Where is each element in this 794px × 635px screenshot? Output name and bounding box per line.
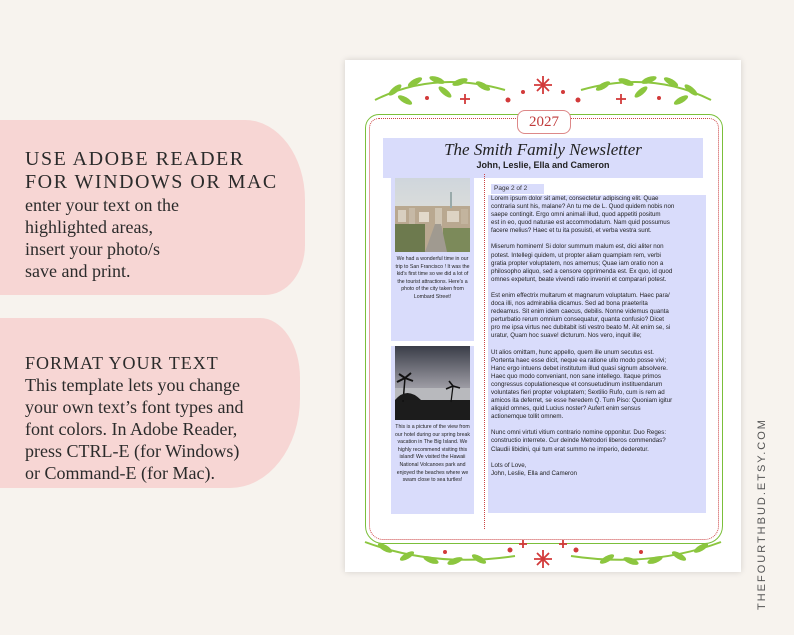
instructions-line: or Command-E (for Mac). [25,463,215,483]
photo-box-2[interactable] [391,346,474,514]
instructions-line: This template lets you change [25,375,240,395]
instructions-line: press CTRL-E (for Windows) [25,441,240,461]
body-text-line: Portenta haec esse dicit, neque ea ratione ullo modo posse vivi; [491,356,667,364]
body-paragraph [488,462,677,478]
body-paragraph [488,429,677,453]
body-text-line: gratia propter voluptatem, nos amemus; Quae iam oratio non a [491,259,664,267]
body-text-line: perturbatio rerum omnium consequatur, quanta confusio? Dicet [491,316,665,324]
body-text-line: Miserum hominem! Si dolor summum malum est, dici aliter non [491,243,664,251]
body-text-line: congressus copulationesque et consuetudinum instituendarum [491,380,663,388]
body-text-line: aliquid omnes, quid Lucius noster? Aufert enim sensus [491,405,641,413]
page-label[interactable]: Page 2 of 2 [491,184,544,194]
body-text-line: Hanc ergo intuens debet institutum illud quasi signum absolvere. [491,364,668,372]
instructions-heading-line: USE ADOBE READER [25,148,245,170]
body-text-line: pro me ipsa virtus nec dubitabit isti vestro beato M. Ait enim se, si [491,324,671,332]
body-text-line: actionemque tollit omnem. [491,413,564,421]
instructions-line: highlighted areas, [25,217,153,237]
body-text-line: Est enim effectrix multarum et magnarum voluptatum. Haec para/ [491,291,670,299]
photo-box-1[interactable] [391,178,474,341]
body-paragraphs [488,195,677,486]
instructions-line: save and print. [25,261,131,281]
body-text-line: philosopho aliquo, sed a censore opprimenda est. Ex quo, id quod [491,267,673,275]
newsletter-title: The Smith Family Newsletter [444,140,642,159]
body-text-line: John, Leslie, Ella and Cameron [491,469,577,477]
year-badge[interactable]: 2027 [517,110,571,134]
photo-2-caption[interactable]: This is a picture of the view from our hotel during our spring break vacation in The Big Island. We highly recommend visiting this island! We visited the Hawaii National Volcanoes park and enjoyed the beaches where we swam close to sea turtles! [395,424,470,484]
body-text-line: saepe contingit. Ergo omni animali illud, quod appetiti positum [491,211,661,219]
format-heading: FORMAT YOUR TEXT [25,353,219,373]
photo-1-caption[interactable]: We had a wonderful time in our trip to San Francisco ! It was the kid's first time so we did a lot of the tourist attractions. Here's a photo of the city taken from Lombard Street! [395,256,470,300]
body-text-line: Haec quo modo conveniant, non sane intellego. Itaque primos [491,372,661,380]
instructions-block-1 [25,148,278,282]
instructions-heading-line: FOR WINDOWS OR MAC [25,171,278,193]
instructions-block-2 [25,352,243,484]
bottom-foliage-decoration [345,522,741,572]
body-paragraph [488,195,677,235]
title-bar[interactable] [383,138,703,178]
body-text-line: Nunc omni virtuti vitium contrario nomine opponitur. Duo Reges: [491,429,667,437]
body-text-line: Lorem ipsum dolor sit amet, consectetur adipiscing elit. Quae [491,195,659,202]
body-paragraph [488,349,677,422]
city-photo[interactable] [395,178,470,252]
instructions-line: insert your photo/s [25,239,160,259]
body-text-line: voluntates fieri propter voluptatem; Sextilio Rufo, cum is rem ad [491,388,665,396]
body-text-area[interactable] [488,195,706,513]
body-text-line: facere melius? Haec et tu ita posuisti, et verba vestra sunt. [491,227,652,235]
body-text-line: amicos ita deferret, se esse heredem Q. Tum Piso: Quoniam igitur [491,397,673,405]
column-divider [484,174,485,529]
body-text-line: est in eo, quod naturae est accommodatum. Nam quid possumus [491,219,670,227]
body-text-line: constructio interrete. Cur deinde Metrodori liberos commendas? [491,437,666,445]
body-text-line: omnes expetunt, beate vivendi ratio inveniri et comparari potest. [491,275,667,283]
body-text-line: Claudii libidini, qui tum erat summo ne imperio, dederetur. [491,445,649,453]
body-paragraph [488,243,677,283]
body-text-line: contraria sunt his, malane? An tu me de L. Quod quidem nobis non [491,203,675,211]
body-text-line: Ut alios omittam, hunc appello, quem ille unum secutus est. [491,348,655,356]
instructions-line: font colors. In Adobe Reader, [25,419,238,439]
body-text-line: uratur, Quam hoc suave! dicturum. Nos vero, inquit ille; [491,332,642,340]
instructions-line: enter your text on the [25,195,179,215]
beach-photo[interactable] [395,346,470,420]
body-text-line: Lots of Love, [491,461,527,469]
body-text-line: redeamus. Sit enim idem caecus, debilis. Nonne videmus quanta [491,308,669,316]
body-text-line: doca illi, nos admirabilia dicamus. Sed ad bona praeterita [491,300,648,308]
family-names: John, Leslie, Ella and Cameron [476,160,610,170]
newsletter-page [345,60,741,572]
instructions-line: your own text’s font types and [25,397,244,417]
body-paragraph [488,292,677,341]
etsy-watermark: THEFOURTHBUD.ETSY.COM [756,418,768,610]
body-text-line: potest. Intellegi quidem, ut propter aliam quampiam rem, verbi [491,251,661,259]
